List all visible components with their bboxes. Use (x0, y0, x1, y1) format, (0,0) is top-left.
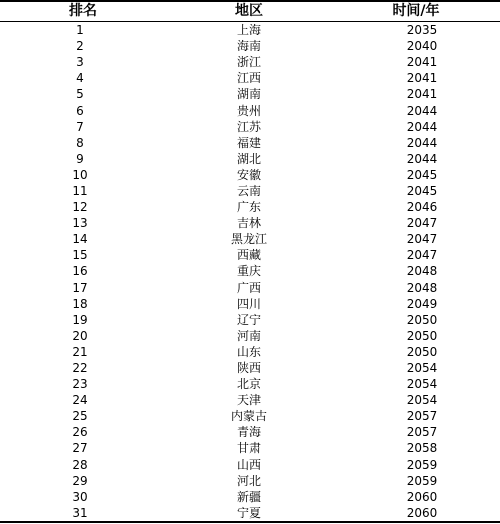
year-cell: 2049 (406, 296, 438, 311)
table-row (0, 22, 500, 39)
rank-cell: 26 (72, 425, 88, 440)
table-header (0, 1, 500, 22)
region-cell: 安徽 (236, 167, 261, 182)
rank-cell: 8 (76, 135, 84, 150)
year-cell: 2050 (406, 344, 438, 359)
table-body (0, 22, 500, 522)
year-cell: 2040 (406, 39, 438, 54)
rank-cell: 23 (72, 377, 88, 392)
year-cell: 2050 (406, 328, 438, 343)
header-year: 时间/年 (332, 1, 500, 22)
region-cell: 广西 (236, 280, 261, 295)
region-cell: 重庆 (236, 264, 261, 279)
year-cell: 2044 (406, 119, 438, 134)
year-cell: 2044 (406, 151, 438, 166)
year-cell: 2045 (406, 167, 438, 182)
year-cell: 2044 (406, 103, 438, 118)
table-row (0, 247, 500, 263)
year-cell: 2059 (406, 457, 438, 472)
region-cell: 江西 (236, 71, 261, 86)
table-row (0, 199, 500, 215)
region-cell: 广东 (236, 200, 261, 215)
region-cell: 上海 (236, 23, 261, 38)
table-row (0, 135, 500, 151)
year-cell: 2054 (406, 361, 438, 376)
region-cell: 江苏 (236, 119, 261, 134)
region-cell: 宁夏 (166, 505, 332, 522)
table-row (0, 280, 500, 296)
rank-cell: 1 (76, 23, 84, 38)
year-cell: 2046 (406, 200, 438, 215)
rank-cell: 29 (72, 473, 88, 488)
rank-cell: 19 (72, 312, 88, 327)
rank-cell: 7 (76, 119, 84, 134)
rank-cell: 17 (72, 280, 88, 295)
year-cell: 2050 (406, 312, 438, 327)
year-cell: 2044 (406, 135, 438, 150)
region-cell: 福建 (236, 135, 261, 150)
year-cell: 2047 (406, 216, 438, 231)
region-cell: 吉林 (236, 216, 261, 231)
year-cell: 2048 (406, 264, 438, 279)
region-cell: 辽宁 (236, 312, 261, 327)
table-row (0, 215, 500, 231)
table-row (0, 392, 500, 408)
rank-cell: 2 (76, 39, 84, 54)
region-cell: 海南 (236, 39, 261, 54)
rank-cell: 22 (72, 361, 88, 376)
rank-cell: 16 (72, 264, 88, 279)
table-row (0, 102, 500, 118)
rank-cell: 31 (0, 505, 166, 522)
table-row (0, 376, 500, 392)
header-region: 地区 (166, 1, 332, 22)
region-cell: 贵州 (236, 103, 261, 118)
year-cell: 2054 (406, 393, 438, 408)
rank-cell: 21 (72, 344, 88, 359)
region-cell: 山东 (236, 344, 261, 359)
region-cell: 黑龙江 (230, 232, 267, 247)
year-cell: 2047 (406, 232, 438, 247)
table-row (0, 54, 500, 70)
year-cell: 2054 (406, 377, 438, 392)
year-cell: 2057 (406, 425, 438, 440)
region-cell: 四川 (236, 296, 261, 311)
rank-cell: 18 (72, 296, 88, 311)
table-row (0, 119, 500, 135)
year-cell: 2060 (332, 505, 500, 522)
table-row (0, 505, 500, 522)
year-cell: 2057 (406, 409, 438, 424)
rank-cell: 28 (72, 457, 88, 472)
table-row (0, 440, 500, 456)
table-row (0, 38, 500, 54)
table-row (0, 263, 500, 279)
rank-cell: 5 (76, 87, 84, 102)
table-row (0, 457, 500, 473)
table-row (0, 473, 500, 489)
table-row (0, 151, 500, 167)
year-cell: 2041 (406, 87, 438, 102)
rank-cell: 30 (72, 489, 88, 504)
table-row (0, 328, 500, 344)
rank-cell: 20 (72, 328, 88, 343)
region-cell: 浙江 (236, 55, 261, 70)
rank-cell: 13 (72, 216, 88, 231)
region-cell: 北京 (236, 377, 261, 392)
year-cell: 2041 (406, 55, 438, 70)
table-row (0, 296, 500, 312)
rank-cell: 11 (72, 183, 88, 198)
rank-cell: 14 (72, 232, 88, 247)
region-cell: 山西 (236, 457, 261, 472)
region-cell: 陕西 (236, 361, 261, 376)
year-cell: 2047 (406, 248, 438, 263)
rank-cell: 3 (76, 55, 84, 70)
rank-cell: 15 (72, 248, 88, 263)
region-cell: 湖北 (236, 151, 261, 166)
region-cell: 天津 (236, 393, 261, 408)
rank-cell: 25 (72, 409, 88, 424)
region-cell: 内蒙古 (230, 409, 267, 424)
year-cell: 2035 (406, 23, 438, 38)
region-cell: 青海 (236, 425, 261, 440)
header-row (0, 1, 500, 22)
region-cell: 河南 (236, 328, 261, 343)
rank-cell: 27 (72, 441, 88, 456)
table-row (0, 231, 500, 247)
table-row (0, 86, 500, 102)
rank-cell: 24 (72, 393, 88, 408)
year-cell: 2059 (406, 473, 438, 488)
rank-cell: 4 (76, 71, 84, 86)
header-rank: 排名 (0, 1, 166, 22)
table-row (0, 489, 500, 505)
table-row (0, 70, 500, 86)
region-cell: 河北 (236, 473, 261, 488)
table-row (0, 183, 500, 199)
region-cell: 湖南 (236, 87, 261, 102)
table-row (0, 312, 500, 328)
table-row (0, 424, 500, 440)
rank-cell: 9 (76, 151, 84, 166)
rank-cell: 6 (76, 103, 84, 118)
year-cell: 2060 (406, 489, 438, 504)
rank-cell: 10 (72, 167, 88, 182)
year-cell: 2045 (406, 183, 438, 198)
region-cell: 西藏 (236, 248, 261, 263)
table-row (0, 360, 500, 376)
year-cell: 2058 (406, 441, 438, 456)
table-row (0, 408, 500, 424)
rank-cell: 12 (72, 200, 88, 215)
year-cell: 2041 (406, 71, 438, 86)
region-cell: 新疆 (236, 489, 261, 504)
region-cell: 云南 (236, 183, 261, 198)
table-row (0, 344, 500, 360)
table-row (0, 167, 500, 183)
region-cell: 甘肃 (236, 441, 261, 456)
year-cell: 2048 (406, 280, 438, 295)
